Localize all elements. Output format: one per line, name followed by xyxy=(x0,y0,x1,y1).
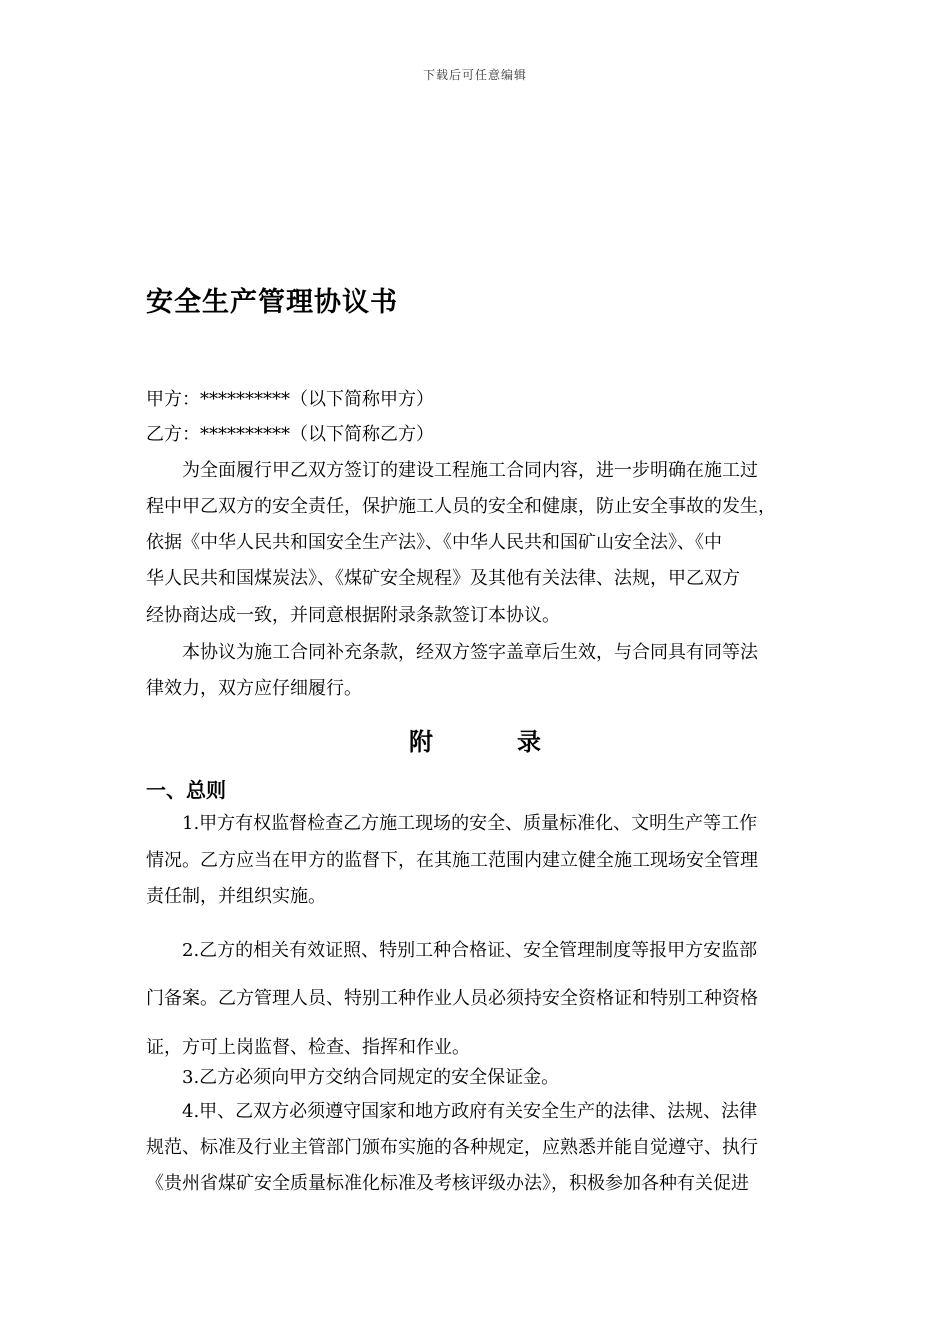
preamble-line: 华人民共和国煤炭法》、《煤矿安全规程》及其他有关法律、法规，甲乙双方 xyxy=(146,568,740,589)
party-b-line: 乙方：**********（以下简称乙方） xyxy=(146,424,434,445)
preamble-line: 经协商达成一致，并同意根据附录条款签订本协议。 xyxy=(146,605,560,626)
preamble-line: 程中甲乙双方的安全责任，保护施工人员的安全和健康，防止安全事故的发生， xyxy=(146,496,776,517)
clause-2-line: 门备案。乙方管理人员、特别工种作业人员必须持安全资格证和特别工种资格 xyxy=(146,988,758,1009)
clause-2-line: 2.乙方的相关有效证照、特别工种合格证、安全管理制度等报甲方安监部 xyxy=(182,940,758,961)
clause-4-line: 4.甲、乙双方必须遵守国家和地方政府有关安全生产的法律、法规、法律 xyxy=(182,1101,758,1122)
section-heading-general: 一、总则 xyxy=(146,778,226,802)
preamble-line: 依据《中华人民共和国安全生产法》、《中华人民共和国矿山安全法》、《中 xyxy=(146,532,722,553)
clause-1-line: 1.甲方有权监督检查乙方施工现场的安全、质量标准化、文明生产等工作 xyxy=(182,813,758,834)
clause-3-line: 3.乙方必须向甲方交纳合同规定的安全保证金。 xyxy=(182,1067,560,1088)
validity-line: 律效力，双方应仔细履行。 xyxy=(146,678,362,699)
clause-1-line: 责任制，并组织实施。 xyxy=(146,886,326,907)
appendix-title-left: 附 xyxy=(409,728,433,756)
clause-4-line: 《贵州省煤矿安全质量标准化标准及考核评级办法》，积极参加各种有关促进 xyxy=(146,1173,749,1194)
clause-4-line: 规范、标准及行业主管部门颁布实施的各种规定，应熟悉并能自觉遵守、执行 xyxy=(146,1137,758,1158)
preamble-line: 为全面履行甲乙双方签订的建设工程施工合同内容，进一步明确在施工过 xyxy=(182,460,758,481)
page-header-note: 下载后可任意编辑 xyxy=(422,68,527,82)
document-title: 安全生产管理协议书 xyxy=(146,287,398,318)
appendix-title xyxy=(0,722,950,757)
clause-2-line: 证，方可上岗监督、检查、指挥和作业。 xyxy=(146,1037,470,1058)
clause-1-line: 情况。乙方应当在甲方的监督下，在其施工范围内建立健全施工现场安全管理 xyxy=(146,850,758,871)
validity-line: 本协议为施工合同补充条款，经双方签字盖章后生效，与合同具有同等法 xyxy=(182,642,758,663)
party-a-line: 甲方：**********（以下简称甲方） xyxy=(146,389,434,410)
appendix-title-right: 录 xyxy=(517,728,541,756)
